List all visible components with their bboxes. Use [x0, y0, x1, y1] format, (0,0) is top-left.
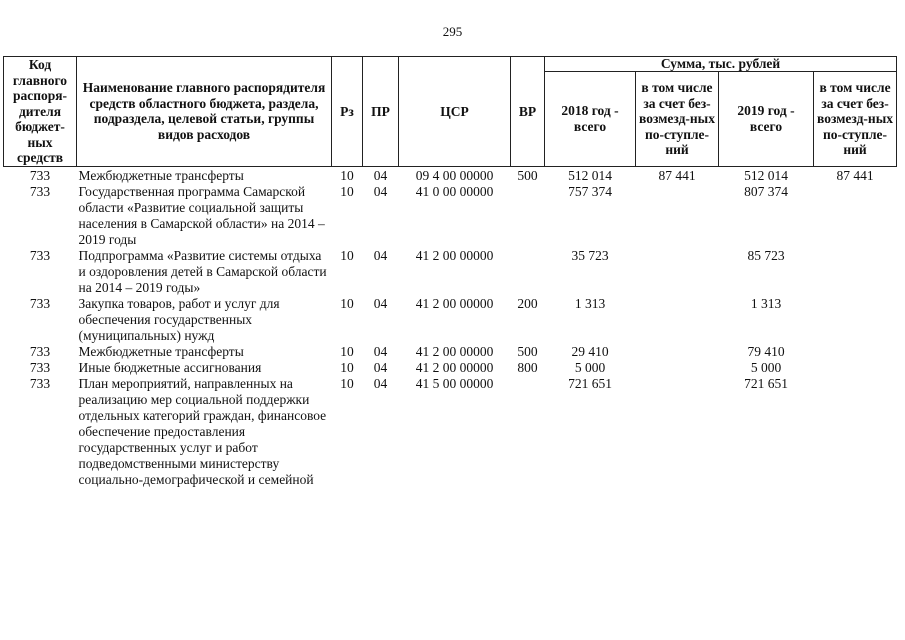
cell-code: 733 [29, 375, 51, 391]
cell-vr: 200 [517, 295, 538, 311]
cell-rz: 10 [340, 183, 354, 199]
cell-vr: 500 [517, 167, 538, 183]
cell-code: 733 [29, 295, 51, 311]
cell-csr: 09 4 00 00000 [415, 167, 494, 183]
cell-2018: 1 313 [574, 295, 606, 311]
cell-2019-incl [814, 344, 897, 360]
cell-2018-incl: 87 441 [658, 167, 696, 183]
cell-name: Государственная программа Самарской области «Развитие социальной защиты населения в Самарской области» на 2014 – 2019 годы [78, 183, 325, 247]
cell-pr: 04 [373, 375, 388, 391]
cell-2018-incl [636, 184, 719, 248]
cell-name: Межбюджетные трансферты [78, 343, 244, 359]
cell-2018-incl [636, 296, 719, 344]
cell-2019: 5 000 [750, 359, 782, 375]
cell-2019: 807 374 [744, 183, 788, 199]
cell-name: План мероприятий, направленных на реализацию мер социальной поддержки отдельных категорий граждан, финансовое обеспечение предоставления государственных услуг и работ подведомственными министерству социально-демографической и семейной [78, 375, 327, 487]
table-row [4, 344, 897, 360]
cell-2018: 721 651 [568, 375, 612, 391]
cell-2019: 1 313 [750, 295, 782, 311]
cell-2018: 29 410 [571, 343, 609, 359]
header-pr: ПР [363, 57, 399, 167]
page-number: 295 [442, 24, 463, 39]
cell-2019-incl: 87 441 [836, 167, 874, 183]
cell-csr: 41 2 00 00000 [415, 343, 494, 359]
header-2018-incl: в том числе за счет без-возмезд-ных по-ступле-ний [636, 72, 719, 167]
cell-rz: 10 [340, 295, 354, 311]
table-row [4, 166, 897, 184]
cell-pr: 04 [373, 167, 388, 183]
cell-2019-incl [814, 248, 897, 296]
table-row [4, 296, 897, 344]
cell-csr: 41 2 00 00000 [415, 247, 494, 263]
cell-2019-incl [814, 360, 897, 376]
cell-2019: 721 651 [744, 375, 788, 391]
cell-name: Подпрограмма «Развитие системы отдыха и оздоровления детей в Самарской области на 2014 – 2019 годы» [78, 247, 327, 295]
cell-name: Иные бюджетные ассигнования [78, 359, 262, 375]
table-row [4, 360, 897, 376]
cell-2018: 512 014 [568, 167, 612, 183]
cell-pr: 04 [373, 247, 388, 263]
cell-vr [511, 184, 545, 248]
table-row [4, 248, 897, 296]
cell-csr: 41 0 00 00000 [415, 183, 494, 199]
cell-vr: 500 [517, 343, 538, 359]
cell-rz: 10 [340, 343, 354, 359]
header-vr: ВР [511, 57, 545, 167]
header-rz: Рз [332, 57, 363, 167]
budget-table [3, 56, 897, 488]
cell-2018: 5 000 [574, 359, 606, 375]
cell-pr: 04 [373, 359, 388, 375]
cell-rz: 10 [340, 247, 354, 263]
header-sum: Сумма, тыс. рублей [545, 57, 897, 72]
cell-csr: 41 5 00 00000 [415, 375, 494, 391]
cell-2019-incl [814, 184, 897, 248]
cell-rz: 10 [340, 167, 354, 183]
cell-2018-incl [636, 344, 719, 360]
cell-2019-incl [814, 376, 897, 488]
cell-code: 733 [29, 359, 51, 375]
table-row [4, 376, 897, 488]
header-csr: ЦСР [399, 57, 511, 167]
table-body [4, 166, 897, 488]
header-2018: 2018 год - всего [545, 72, 636, 167]
header-2019: 2019 год - всего [719, 72, 814, 167]
cell-2019: 85 723 [747, 247, 785, 263]
cell-2018-incl [636, 248, 719, 296]
cell-code: 733 [29, 183, 51, 199]
cell-name: Межбюджетные трансферты [78, 167, 244, 183]
cell-2018: 35 723 [571, 247, 609, 263]
header-2019-incl: в том числе за счет без-возмезд-ных по-ступле-ний [814, 72, 897, 167]
cell-rz: 10 [340, 359, 354, 375]
cell-pr: 04 [373, 343, 388, 359]
cell-rz: 10 [340, 375, 354, 391]
cell-2018-incl [636, 360, 719, 376]
cell-code: 733 [29, 247, 51, 263]
cell-2019: 79 410 [747, 343, 785, 359]
cell-2019: 512 014 [744, 167, 788, 183]
cell-code: 733 [29, 167, 51, 183]
cell-code: 733 [29, 343, 51, 359]
cell-2019-incl [814, 296, 897, 344]
table-row [4, 184, 897, 248]
cell-pr: 04 [373, 295, 388, 311]
cell-pr: 04 [373, 183, 388, 199]
cell-vr: 800 [517, 359, 538, 375]
cell-vr [511, 376, 545, 488]
cell-name: Закупка товаров, работ и услуг для обеспечения государственных (муниципальных) нужд [78, 295, 280, 343]
header-code: Код главного распоря-дителя бюджет-ных средств [4, 57, 77, 167]
cell-csr: 41 2 00 00000 [415, 359, 494, 375]
table-header [4, 57, 897, 167]
cell-vr [511, 248, 545, 296]
header-name: Наименование главного распорядителя средств областного бюджета, раздела, подраздела, целевой статьи, группы видов расходов [77, 57, 332, 167]
cell-2018: 757 374 [568, 183, 612, 199]
cell-csr: 41 2 00 00000 [415, 295, 494, 311]
cell-2018-incl [636, 376, 719, 488]
